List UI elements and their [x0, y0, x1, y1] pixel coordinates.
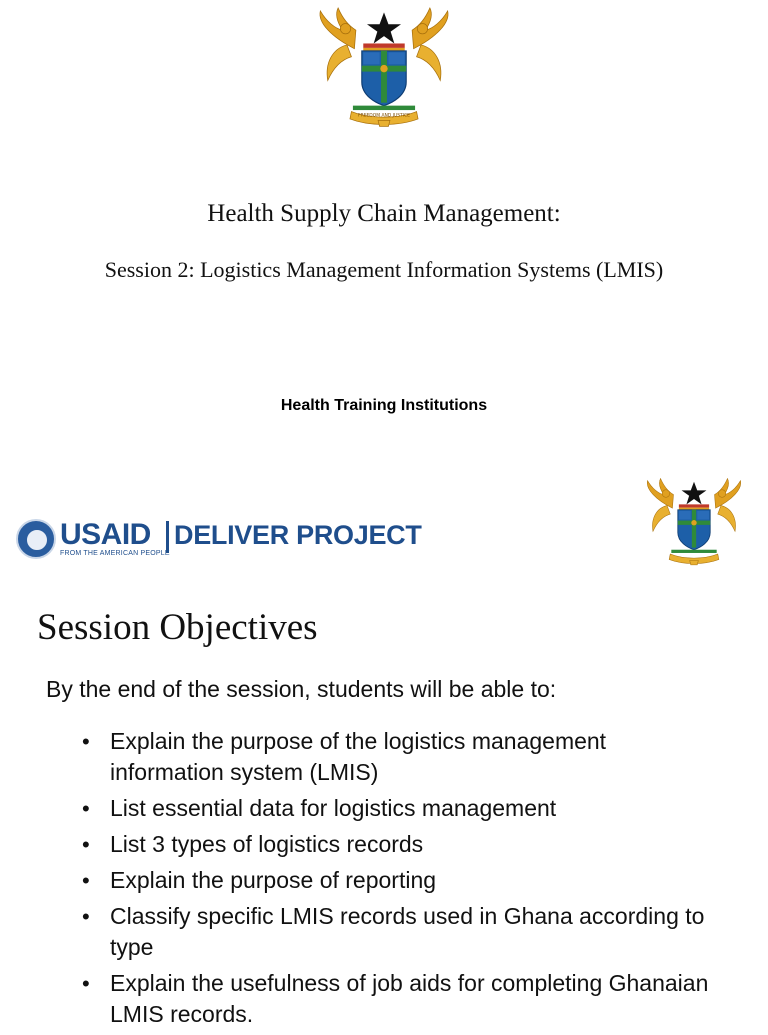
- list-item: • Explain the usefulness of job aids for completing Ghanaian LMIS records.: [82, 968, 722, 1030]
- objectives-list: [82, 726, 722, 1035]
- list-item: • Classify specific LMIS records used in Ghana according to type: [82, 901, 722, 963]
- objectives-intro: By the end of the session, students will be able to:: [46, 676, 557, 702]
- logo-tagline: FROM THE AMERICAN PEOPLE: [60, 550, 170, 557]
- institution-label: Health Training Institutions: [280, 397, 488, 414]
- deliver-project-wordmark: DELIVER PROJECT: [174, 520, 422, 550]
- list-item: • Explain the purpose of reporting: [82, 865, 722, 896]
- emblem-motto: FREEDOM AND JUSTICE: [358, 113, 410, 119]
- list-item: • Explain the purpose of the logistics management information system (LMIS): [82, 726, 722, 788]
- usaid-seal-icon: [16, 519, 56, 559]
- list-item: • List essential data for logistics management: [82, 793, 722, 824]
- logo-divider: [166, 521, 169, 553]
- usaid-deliver-logo: [16, 517, 422, 565]
- usaid-wordmark: USAID: [60, 518, 151, 551]
- ghana-coat-of-arms-icon: [310, 6, 458, 132]
- page-title: Health Supply Chain Management:: [207, 200, 561, 227]
- list-item: • List 3 types of logistics records: [82, 829, 722, 860]
- session-subtitle: Session 2: Logistics Management Information Systems (LMIS): [104, 257, 664, 282]
- ghana-coat-of-arms-icon: [640, 478, 748, 568]
- title-slide: [0, 0, 768, 482]
- objectives-heading: Session Objectives: [37, 607, 318, 648]
